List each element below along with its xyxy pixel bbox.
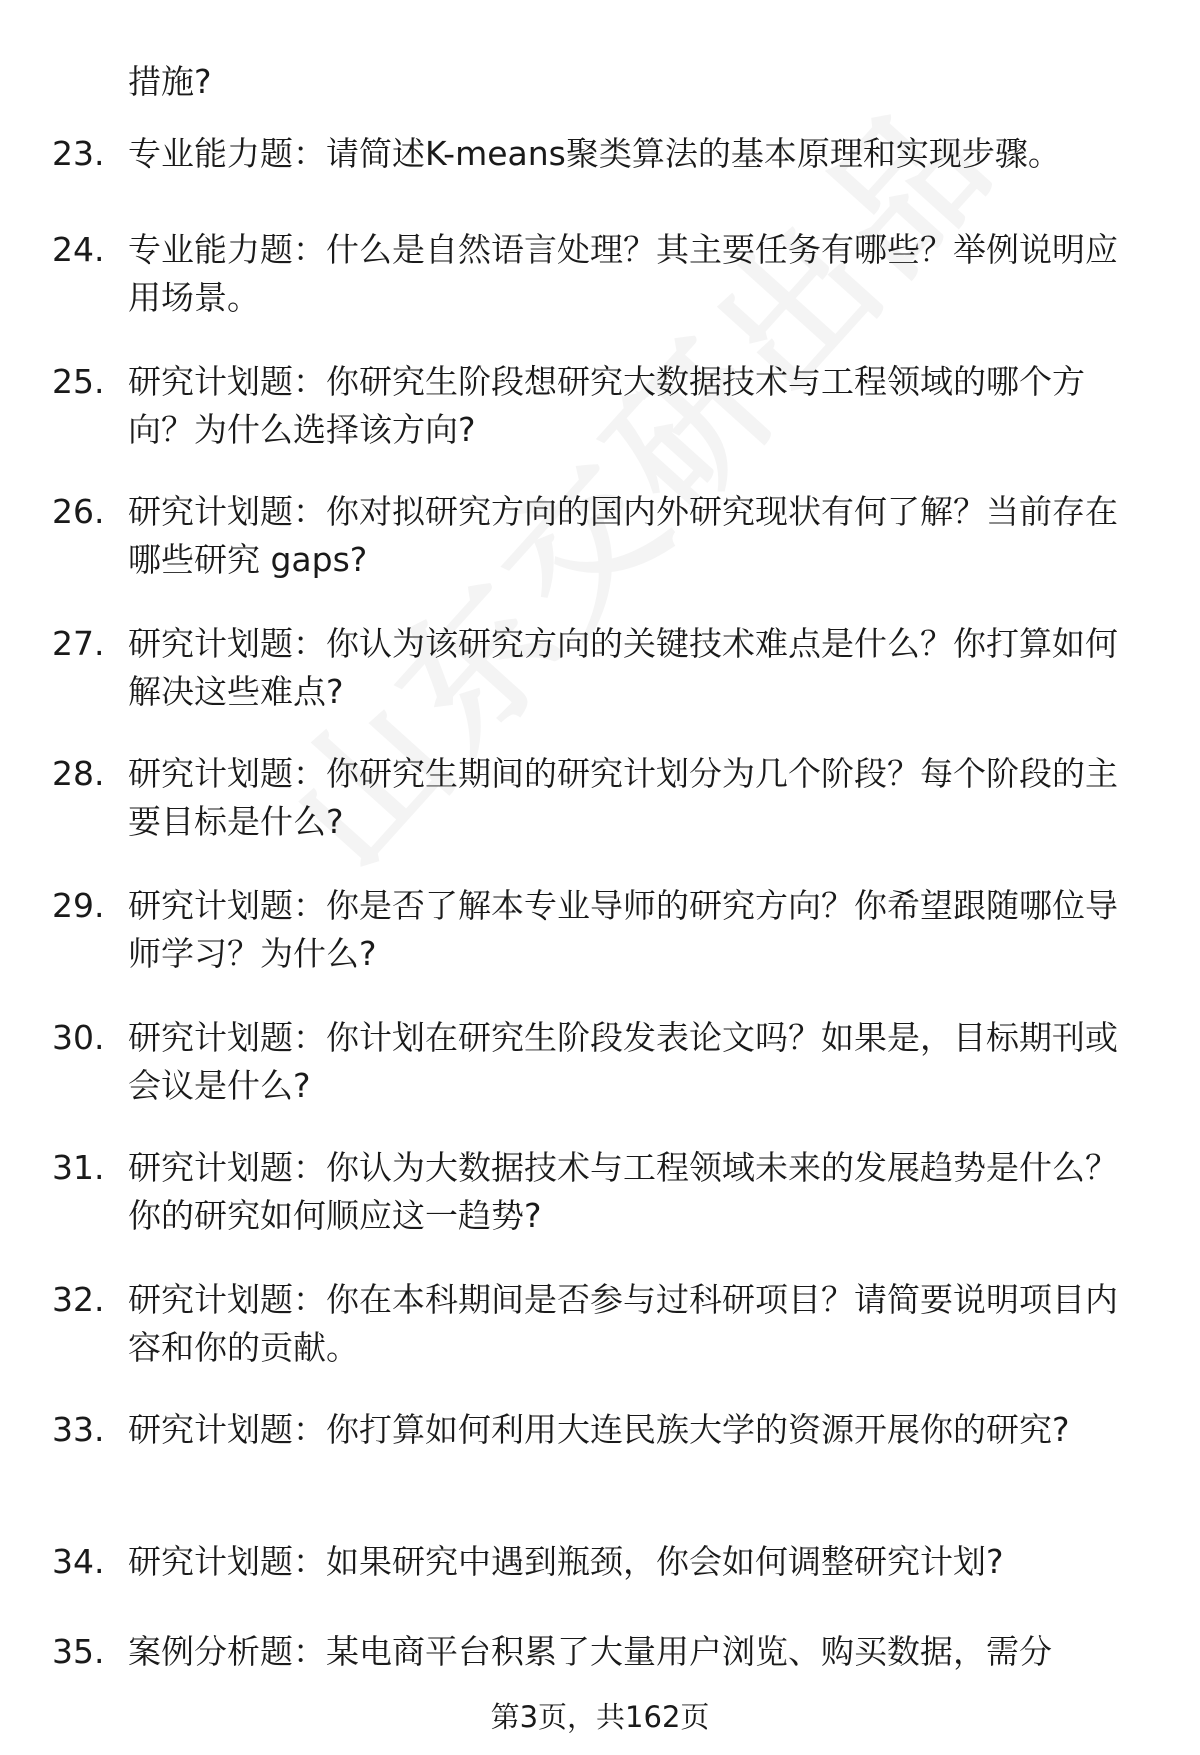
question-number: 28. [52, 754, 105, 793]
question-text: 研究计划题：你是否了解本专业导师的研究方向？你希望跟随哪位导师学习？为什么? [128, 886, 1118, 973]
continuation-text: 措施? [128, 62, 212, 101]
question-number: 30. [52, 1018, 105, 1057]
question-text: 案例分析题：某电商平台积累了大量用户浏览、购买数据，需分 [128, 1632, 1052, 1671]
question-text: 研究计划题：你认为大数据技术与工程领域未来的发展趋势是什么？你的研究如何顺应这一趋势? [128, 1148, 1118, 1235]
question-number: 33. [52, 1410, 105, 1449]
question-text: 专业能力题：请简述K-means聚类算法的基本原理和实现步骤。 [128, 134, 1061, 173]
question-text: 研究计划题：你认为该研究方向的关键技术难点是什么？你打算如何解决这些难点? [128, 624, 1118, 711]
question-number: 31. [52, 1148, 105, 1187]
question-number: 25. [52, 362, 105, 401]
question-text: 研究计划题：你打算如何利用大连民族大学的资源开展你的研究? [128, 1410, 1070, 1449]
question-text: 研究计划题：你对拟研究方向的国内外研究现状有何了解？当前存在哪些研究 gaps? [128, 492, 1118, 579]
question-text: 研究计划题：你在本科期间是否参与过科研项目？请简要说明项目内容和你的贡献。 [128, 1280, 1118, 1367]
question-number: 26. [52, 492, 105, 531]
question-number: 27. [52, 624, 105, 663]
question-text: 研究计划题：你研究生阶段想研究大数据技术与工程领域的哪个方向？为什么选择该方向? [128, 362, 1085, 449]
question-number: 23. [52, 134, 105, 173]
question-text: 研究计划题：如果研究中遇到瓶颈，你会如何调整研究计划? [128, 1542, 1004, 1581]
question-text: 研究计划题：你研究生期间的研究计划分为几个阶段？每个阶段的主要目标是什么? [128, 754, 1118, 841]
question-number: 35. [52, 1632, 105, 1671]
question-number: 24. [52, 230, 105, 269]
question-number: 29. [52, 886, 105, 925]
question-text: 专业能力题：什么是自然语言处理？其主要任务有哪些？举例说明应用场景。 [128, 230, 1118, 317]
page-footer: 第3页，共162页 [490, 1700, 710, 1734]
question-number: 32. [52, 1280, 105, 1319]
question-text: 研究计划题：你计划在研究生阶段发表论文吗？如果是，目标期刊或会议是什么? [128, 1018, 1118, 1105]
question-number: 34. [52, 1542, 105, 1581]
